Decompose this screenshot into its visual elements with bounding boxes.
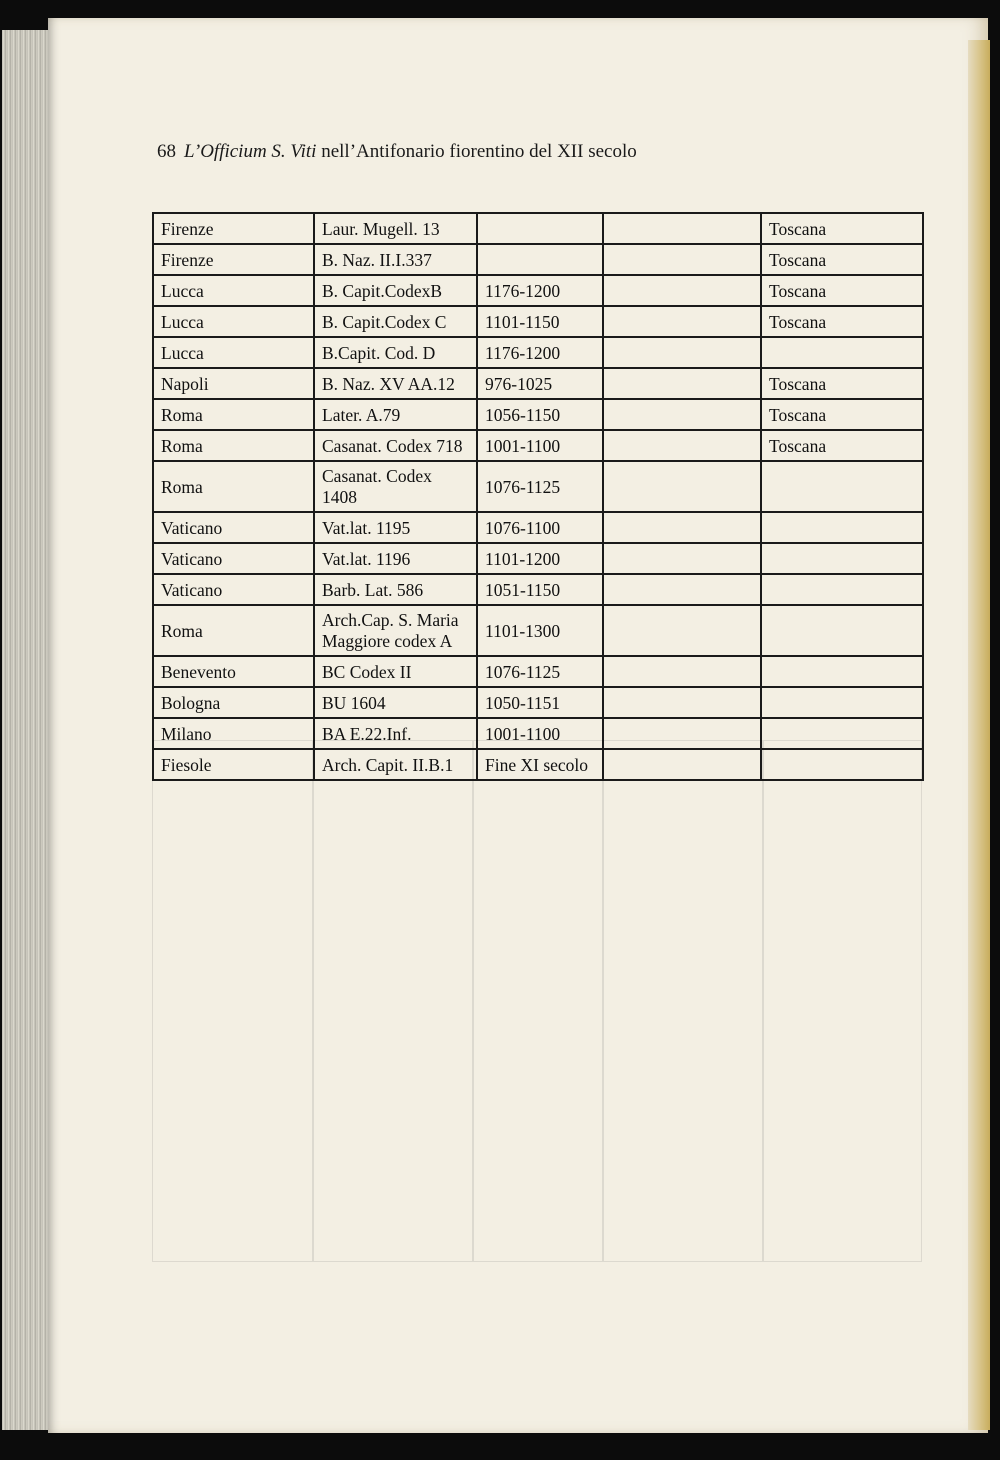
region-cell <box>761 749 923 780</box>
extra-cell <box>603 213 761 244</box>
running-head-title-italic: L’Officium S. Viti <box>184 141 317 162</box>
extra-cell <box>603 399 761 430</box>
region-cell <box>761 605 923 656</box>
date-cell: 1050-1151 <box>477 687 603 718</box>
region-cell: Toscana <box>761 275 923 306</box>
extra-cell <box>603 687 761 718</box>
table-row <box>153 461 923 512</box>
city-cell: Bologna <box>153 687 314 718</box>
table-row <box>153 656 923 687</box>
region-cell: Toscana <box>761 399 923 430</box>
library-cell: B. Naz. XV AA.12 <box>314 368 477 399</box>
table-row <box>153 213 923 244</box>
date-cell: 1001-1100 <box>477 718 603 749</box>
city-cell: Fiesole <box>153 749 314 780</box>
city-cell: Firenze <box>153 244 314 275</box>
extra-cell <box>603 656 761 687</box>
library-cell: BC Codex II <box>314 656 477 687</box>
table-row <box>153 605 923 656</box>
region-cell: Toscana <box>761 306 923 337</box>
region-cell <box>761 543 923 574</box>
library-cell: Arch.Cap. S. Maria Maggiore codex A <box>314 605 477 656</box>
library-cell: B. Capit.CodexB <box>314 275 477 306</box>
date-cell <box>477 213 603 244</box>
region-cell: Toscana <box>761 368 923 399</box>
table-row <box>153 399 923 430</box>
extra-cell <box>603 306 761 337</box>
extra-cell <box>603 718 761 749</box>
city-cell: Lucca <box>153 306 314 337</box>
extra-cell <box>603 461 761 512</box>
library-cell: Casanat. Codex 1408 <box>314 461 477 512</box>
extra-cell <box>603 337 761 368</box>
library-cell: Barb. Lat. 586 <box>314 574 477 605</box>
date-cell: 1176-1200 <box>477 337 603 368</box>
table-row <box>153 718 923 749</box>
region-cell: Toscana <box>761 213 923 244</box>
library-cell: B. Capit.Codex C <box>314 306 477 337</box>
date-cell: 1076-1125 <box>477 656 603 687</box>
date-cell: 1101-1150 <box>477 306 603 337</box>
table-row <box>153 687 923 718</box>
region-cell <box>761 461 923 512</box>
region-cell: Toscana <box>761 430 923 461</box>
date-cell: 1101-1200 <box>477 543 603 574</box>
city-cell: Roma <box>153 430 314 461</box>
table-row <box>153 306 923 337</box>
city-cell: Firenze <box>153 213 314 244</box>
city-cell: Napoli <box>153 368 314 399</box>
date-cell: 1051-1150 <box>477 574 603 605</box>
region-cell <box>761 687 923 718</box>
region-cell <box>761 718 923 749</box>
region-cell <box>761 512 923 543</box>
date-cell: 1001-1100 <box>477 430 603 461</box>
table-row <box>153 543 923 574</box>
table-row <box>153 275 923 306</box>
extra-cell <box>603 512 761 543</box>
library-cell: BU 1604 <box>314 687 477 718</box>
date-cell: 976-1025 <box>477 368 603 399</box>
region-cell <box>761 656 923 687</box>
city-cell: Roma <box>153 461 314 512</box>
extra-cell <box>603 574 761 605</box>
extra-cell <box>603 275 761 306</box>
table-row <box>153 337 923 368</box>
region-cell <box>761 337 923 368</box>
library-cell: B.Capit. Cod. D <box>314 337 477 368</box>
page-number: 68 <box>157 141 176 162</box>
library-cell: Casanat. Codex 718 <box>314 430 477 461</box>
city-cell: Vaticano <box>153 574 314 605</box>
library-cell: BA E.22.Inf. <box>314 718 477 749</box>
city-cell: Lucca <box>153 337 314 368</box>
city-cell: Lucca <box>153 275 314 306</box>
extra-cell <box>603 543 761 574</box>
table-row <box>153 512 923 543</box>
table-row <box>153 244 923 275</box>
table-row <box>153 430 923 461</box>
right-page-edge <box>968 40 990 1430</box>
table-row <box>153 574 923 605</box>
running-head <box>157 141 637 163</box>
city-cell: Roma <box>153 399 314 430</box>
table-row <box>153 749 923 780</box>
date-cell: 1076-1125 <box>477 461 603 512</box>
extra-cell <box>603 430 761 461</box>
date-cell: 1176-1200 <box>477 275 603 306</box>
library-cell: Later. A.79 <box>314 399 477 430</box>
extra-cell <box>603 749 761 780</box>
extra-cell <box>603 605 761 656</box>
extra-cell <box>603 368 761 399</box>
manuscripts-table <box>152 212 924 781</box>
table-row <box>153 368 923 399</box>
bleed-through-table <box>152 740 922 1280</box>
library-cell: Vat.lat. 1195 <box>314 512 477 543</box>
city-cell: Milano <box>153 718 314 749</box>
library-cell: Vat.lat. 1196 <box>314 543 477 574</box>
date-cell <box>477 244 603 275</box>
extra-cell <box>603 244 761 275</box>
library-cell: Laur. Mugell. 13 <box>314 213 477 244</box>
city-cell: Benevento <box>153 656 314 687</box>
date-cell: Fine XI secolo <box>477 749 603 780</box>
city-cell: Vaticano <box>153 543 314 574</box>
date-cell: 1101-1300 <box>477 605 603 656</box>
library-cell: Arch. Capit. II.B.1 <box>314 749 477 780</box>
city-cell: Roma <box>153 605 314 656</box>
library-cell: B. Naz. II.I.337 <box>314 244 477 275</box>
city-cell: Vaticano <box>153 512 314 543</box>
region-cell: Toscana <box>761 244 923 275</box>
date-cell: 1076-1100 <box>477 512 603 543</box>
date-cell: 1056-1150 <box>477 399 603 430</box>
running-head-title: nell’Antifonario fiorentino del XII secolo <box>321 141 637 162</box>
region-cell <box>761 574 923 605</box>
